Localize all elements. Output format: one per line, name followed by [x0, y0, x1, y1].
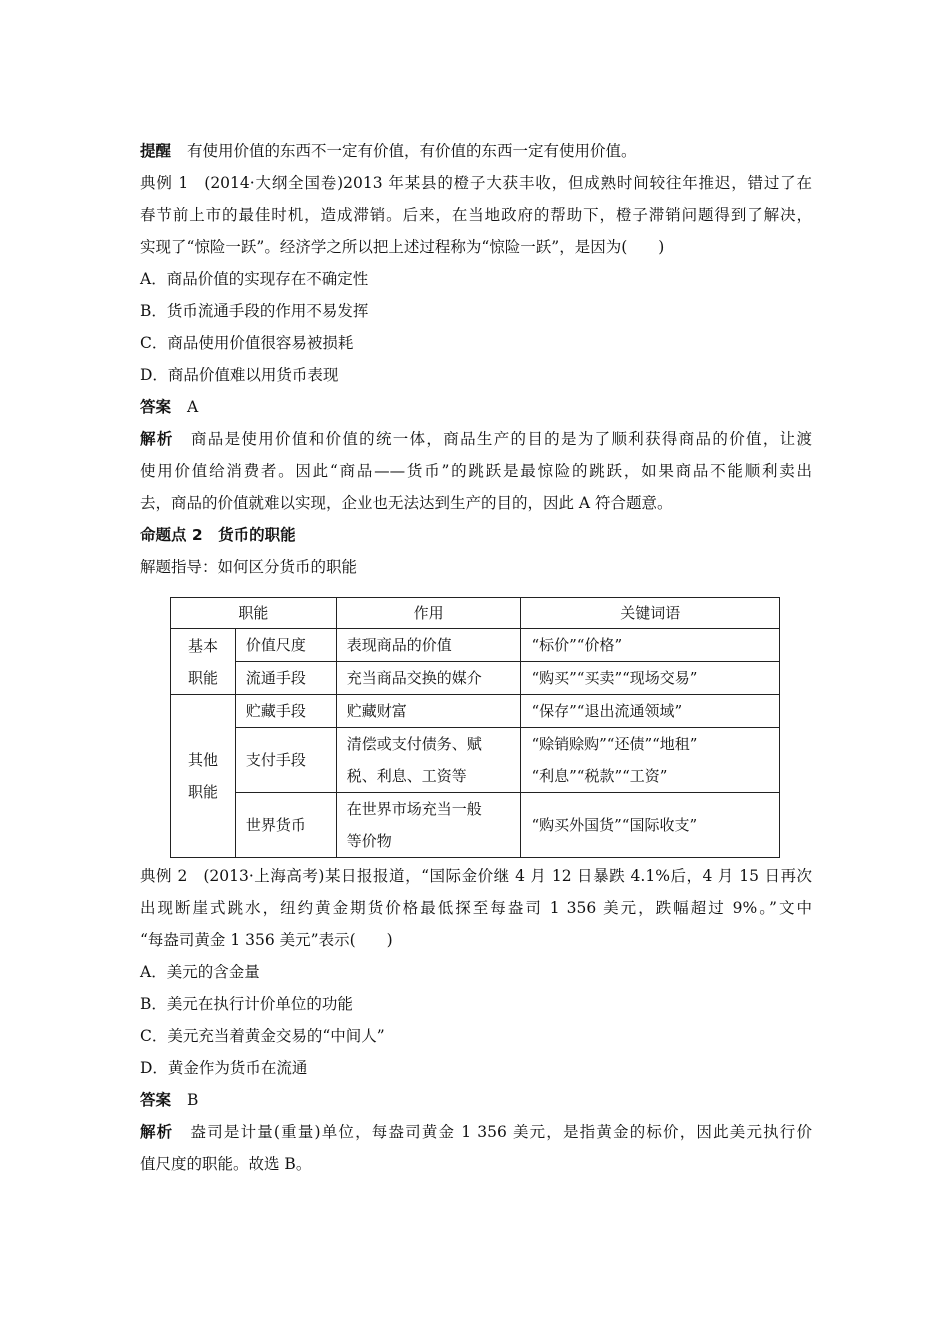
- example2-analysis-line-2: 值尺度的职能。故选 B。: [140, 1155, 312, 1173]
- example1-option-d: D．商品价值难以用货币表现: [140, 366, 339, 384]
- tip-label: 提醒: [140, 142, 172, 160]
- answer-value: B: [187, 1091, 199, 1109]
- cell-keywords: “赊销赊购”“还债”“地租” “利息”“税款”“工资”: [521, 728, 780, 793]
- table-header-role: 作用: [336, 598, 521, 629]
- example2-line-2: 出现断崖式跳水，纽约黄金期货价格最低探至每盎司 1 356 美元，跌幅超过 9%。”文中: [140, 899, 812, 917]
- answer-value: A: [187, 398, 199, 416]
- group-other: 其他 职能: [171, 695, 236, 858]
- example1-analysis-line-2: 使用价值给消费者。因此“商品——货币”的跳跃是最惊险的跳跃，如果商品不能顺利卖出: [140, 462, 812, 480]
- example1-label: 典例 1: [140, 174, 189, 192]
- cell-role: 在世界市场充当一般 等价物: [336, 793, 521, 858]
- table-header-function: 职能: [171, 598, 337, 629]
- cell-keywords: “保存”“退出流通领域”: [521, 695, 780, 728]
- answer-label: 答案: [140, 398, 172, 416]
- example2-line-1: 典例 2 (2013·上海高考)某日报报道，“国际金价继 4 月 12 日暴跌 4.1%后，4 月 15 日再次: [140, 867, 812, 885]
- tip-text: 有使用价值的东西不一定有价值，有价值的东西一定有使用价值。: [187, 142, 637, 160]
- table-row: [171, 695, 780, 728]
- example1-line-2: 春节前上市的最佳时机，造成滞销。后来，在当地政府的帮助下，橙子滞销问题得到了解决，: [140, 206, 812, 224]
- answer-label: 答案: [140, 1091, 172, 1109]
- table-row: [171, 629, 780, 662]
- cell-function: 世界货币: [235, 793, 336, 858]
- cell-role: 充当商品交换的媒介: [336, 662, 521, 695]
- table-header-keywords: 关键词语: [521, 598, 780, 629]
- tip-paragraph: [140, 135, 812, 167]
- table-row: [171, 728, 780, 793]
- document-content: [140, 135, 812, 1180]
- example1-line-1: 典例 1 (2014·大纲全国卷)2013 年某县的橙子大获丰收，但成熟时间较往年推迟，错过了在: [140, 174, 812, 192]
- example2-option-b: B．美元在执行计价单位的功能: [140, 995, 353, 1013]
- example2-option-d: D．黄金作为货币在流通: [140, 1059, 308, 1077]
- analysis-label: 解析: [140, 1123, 174, 1141]
- cell-function: 支付手段: [235, 728, 336, 793]
- table-row: [171, 662, 780, 695]
- cell-function: 贮藏手段: [235, 695, 336, 728]
- example2-option-c: C．美元充当着黄金交易的“中间人”: [140, 1027, 385, 1045]
- cell-role: 清偿或支付债务、赋 税、利息、工资等: [336, 728, 521, 793]
- example2-option-a: A．美元的含金量: [140, 963, 260, 981]
- example1-line-3: 实现了“惊险一跃”。经济学之所以把上述过程称为“惊险一跃”，是因为( ): [140, 238, 665, 256]
- example2-label: 典例 2: [140, 867, 188, 885]
- example1-option-b: B．货币流通手段的作用不易发挥: [140, 302, 369, 320]
- example1-analysis-line-3: 去，商品的价值就难以实现，企业也无法达到生产的目的，因此 A 符合题意。: [140, 494, 673, 512]
- analysis-label: 解析: [140, 430, 174, 448]
- section-guide: 解题指导：如何区分货币的职能: [140, 558, 358, 576]
- table-row: [171, 793, 780, 858]
- example1-option-a: A．商品价值的实现存在不确定性: [140, 270, 369, 288]
- example1-analysis-line-1: 解析 商品是使用价值和价值的统一体，商品生产的目的是为了顺利获得商品的价值，让渡: [140, 430, 812, 448]
- cell-function: 流通手段: [235, 662, 336, 695]
- cell-role: 贮藏财富: [336, 695, 521, 728]
- table-header-row: [171, 598, 780, 629]
- example2-analysis-line-1: 解析 盎司是计量(重量)单位，每盎司黄金 1 356 美元，是指黄金的标价，因此美元执行价: [140, 1123, 812, 1141]
- example1-option-c: C．商品使用价值很容易被损耗: [140, 334, 354, 352]
- cell-keywords: “购买”“买卖”“现场交易”: [521, 662, 780, 695]
- section-title: 命题点 2 货币的职能: [140, 526, 296, 544]
- money-functions-table: [170, 597, 780, 858]
- example1-answer: [140, 391, 812, 423]
- cell-function: 价值尺度: [235, 629, 336, 662]
- cell-keywords: “购买外国货”“国际收支”: [521, 793, 780, 858]
- example2-line-3: “每盎司黄金 1 356 美元”表示( ): [140, 931, 393, 949]
- cell-role: 表现商品的价值: [336, 629, 521, 662]
- example2-answer: [140, 1084, 812, 1116]
- cell-keywords: “标价”“价格”: [521, 629, 780, 662]
- group-basic: 基本 职能: [171, 629, 236, 695]
